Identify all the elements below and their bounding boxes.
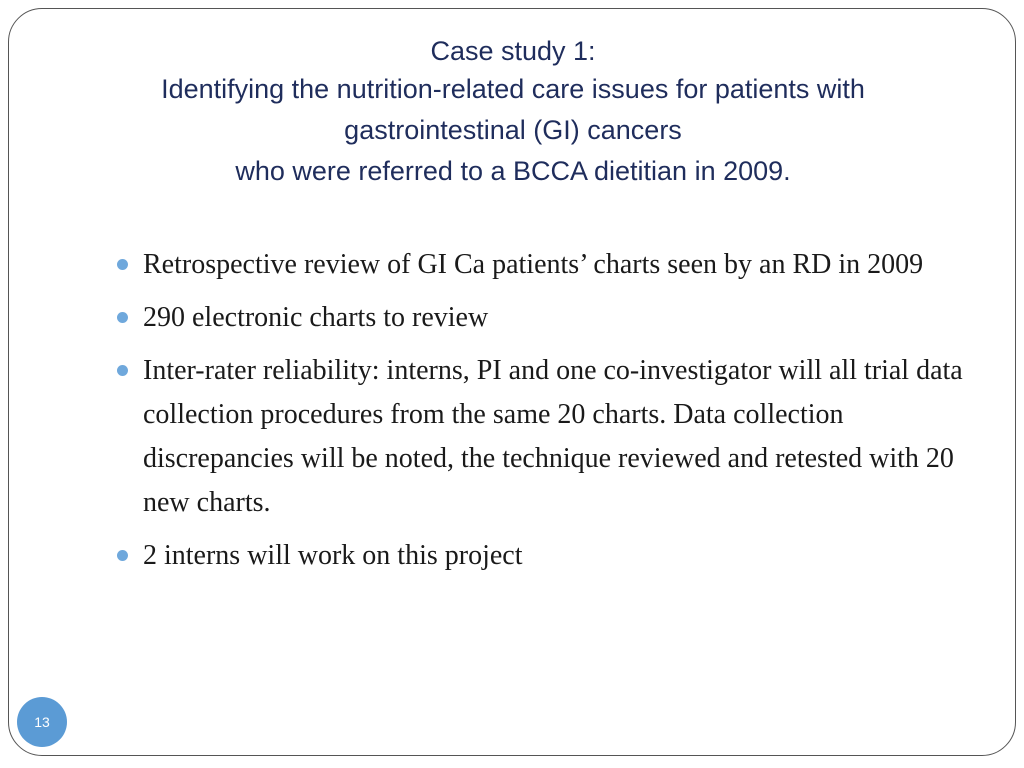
bullet-item <box>113 296 973 340</box>
bullet-item <box>113 349 973 525</box>
bullet-text: Retrospective review of GI Ca patients’ charts seen by an RD in 2009 <box>143 249 924 280</box>
bullet-dot-icon <box>117 312 128 323</box>
slide <box>8 8 1016 756</box>
page-number-badge: 13 <box>17 697 67 747</box>
bullet-text: 2 interns will work on this project <box>143 540 523 571</box>
title-line-4: who were referred to a BCCA dietitian in 2009. <box>235 156 791 186</box>
bullet-dot-icon <box>117 259 128 270</box>
title-line-1: Case study 1: <box>430 36 596 66</box>
bullet-list <box>113 243 973 587</box>
slide-title <box>49 33 977 192</box>
title-line-2: Identifying the nutrition-related care issues for patients with <box>161 74 865 104</box>
bullet-dot-icon <box>117 365 128 376</box>
bullet-item <box>113 534 973 578</box>
bullet-item <box>113 243 973 287</box>
bullet-dot-icon <box>117 550 128 561</box>
bullet-text: 290 electronic charts to review <box>143 302 489 333</box>
bullet-text: Inter-rater reliability: interns, PI and one co-investigator will all trial data collection procedures from the same 20 charts. Data collection discrepancies will be noted, the technique reviewed and retested with 20 new charts. <box>143 355 963 518</box>
title-line-3: gastrointestinal (GI) cancers <box>344 115 682 145</box>
